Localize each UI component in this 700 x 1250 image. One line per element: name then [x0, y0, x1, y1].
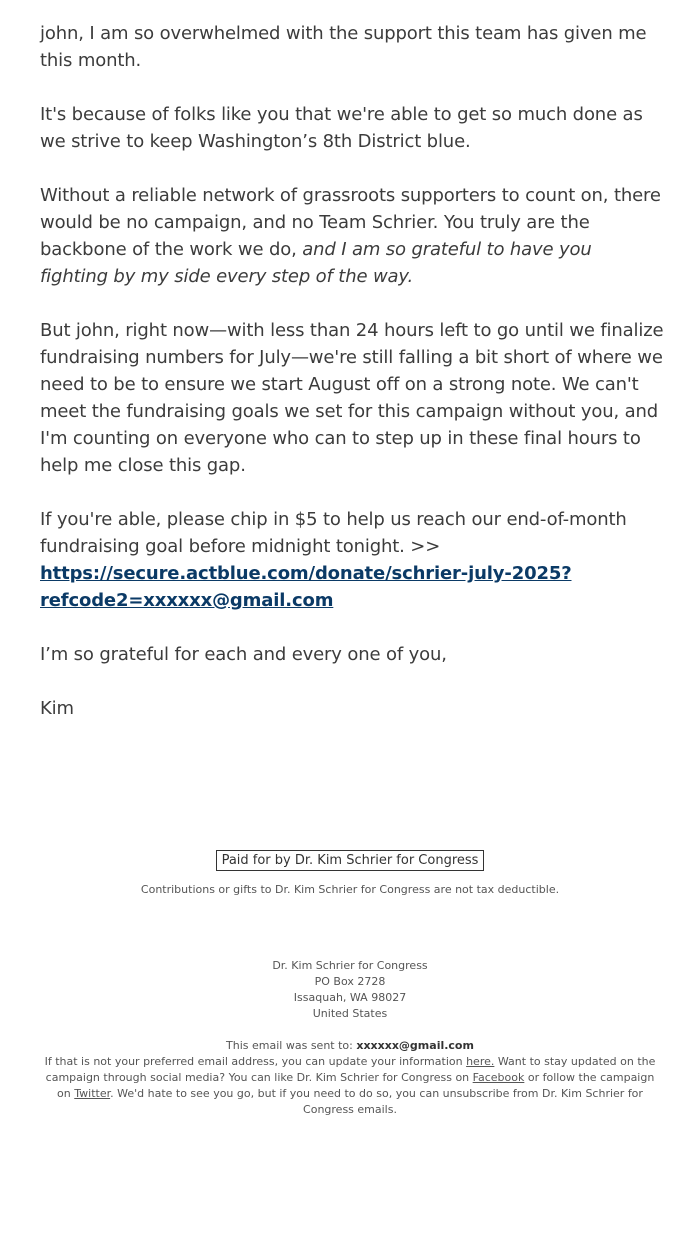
legal-part-1: If that is not your preferred email address, you can update your information	[44, 1055, 467, 1068]
legal-part-2: Want to stay updated on the campaign through social media? You can like Dr. Kim Schrier for Congress on	[45, 1055, 656, 1084]
signature: Kim	[40, 698, 74, 719]
tax-disclaimer: Contributions or gifts to Dr. Kim Schrier for Congress are not tax deductible.	[140, 883, 560, 896]
paragraph-ask	[40, 506, 665, 614]
paragraph-greeting: john, I am so overwhelmed with the support this team has given me this month.	[40, 23, 647, 71]
paragraph-deadline: But john, right now—with less than 24 hours left to go until we finalize fundraising numbers for July—we're still falling a bit short of where we need to be to ensure we start August off on a strong note. We can't meet the fundraising goals we set for this campaign without you, and I'm counting on everyone who can to step up in these final hours to help me close this gap.	[40, 320, 664, 476]
facebook-link[interactable]: Facebook	[472, 1071, 525, 1084]
email-footer	[40, 850, 660, 1118]
twitter-link[interactable]: Twitter	[74, 1087, 111, 1100]
update-info-link[interactable]: here.	[466, 1055, 495, 1068]
paragraph-grassroots-italic: and I am so grateful to have you fighting by my side every step of the way.	[40, 239, 592, 287]
mailing-address	[40, 958, 660, 1022]
paragraph-grassroots-text: Without a reliable network of grassroots supporters to count on, there would be no campaign, and no Team Schrier. You truly are the backbone of the work we do,	[40, 185, 661, 260]
address-street: PO Box 2728	[314, 975, 386, 988]
sent-to-email: xxxxxx@gmail.com	[356, 1039, 474, 1052]
donate-link[interactable]	[40, 563, 572, 611]
address-country: United States	[312, 1007, 388, 1020]
donate-link-line1: https://secure.actblue.com/donate/schrier-july-2025?	[40, 563, 572, 584]
paid-for-box: Paid for by Dr. Kim Schrier for Congress	[216, 850, 485, 871]
legal-text	[40, 1054, 660, 1118]
sent-to-label: This email was sent to:	[226, 1039, 357, 1052]
ask-text: If you're able, please chip in $5 to help us reach our end-of-month fundraising goal before midnight tonight. >>	[40, 509, 627, 557]
address-org: Dr. Kim Schrier for Congress	[272, 959, 428, 972]
paragraph-grassroots	[40, 182, 665, 290]
legal-part-3: or follow the campaign on	[57, 1071, 655, 1100]
legal-part-4: . We'd hate to see you go, but if you need to do so, you can unsubscribe from Dr. Kim Schrier for Congress emails.	[110, 1087, 643, 1116]
sent-to-line	[40, 1038, 660, 1054]
address-city: Issaquah, WA 98027	[293, 991, 407, 1004]
paragraph-closing: I’m so grateful for each and every one of you,	[40, 644, 447, 665]
email-body	[40, 20, 665, 749]
paragraph-thanks: It's because of folks like you that we're able to get so much done as we strive to keep Washington’s 8th District blue.	[40, 104, 643, 152]
donate-link-line2: refcode2=xxxxxx@gmail.com	[40, 590, 334, 611]
